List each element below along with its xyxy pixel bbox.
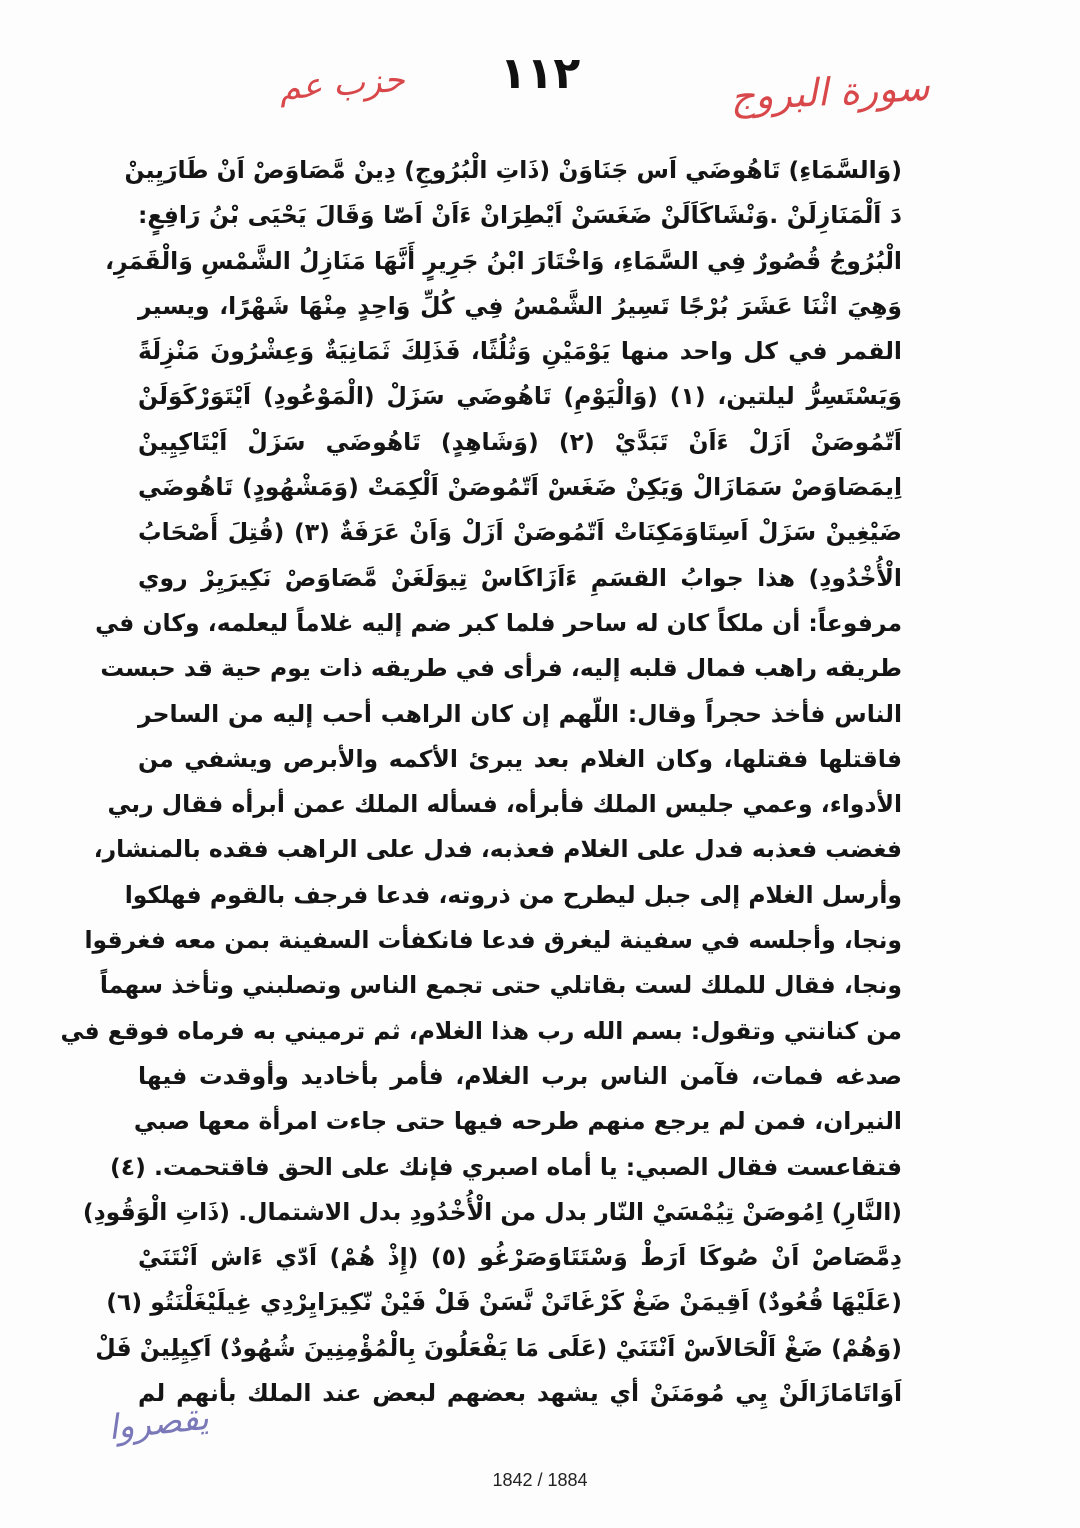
- text-line: وَهِيَ اثْنَا عَشَرَ بُرْجًا تَسِيرُ الشَّمْسُ فِي كُلِّ وَاحِدٍ مِنْهَا شَهْرًا، ويسير: [138, 291, 902, 320]
- text-line: اِيمَصَاوَصْ سَمَازَالْ وَيَكِنْ ضَغَسْ اَتّمُوصَنْ اَلْكِمَتْ (وَمَشْهُودٍ) تَاهُوضَي: [138, 473, 902, 502]
- text-line: (النَّارِ) اِمُوصَنْ تِيُمْسَيْ النّار بدل من الْأُخْدُودِ بدل الاشتمال. (ذَاتِ الْوَقُودِ): [82, 1197, 902, 1226]
- text-line: الناس فأخذ حجراً وقال: اللّهم إن كان الراهب أحب إليه من الساحر: [138, 699, 902, 728]
- text-line: دِمَّصَاصْ اَنْ صُوكَا اَرَطْ وَسْتَتَاوَصَرْغُو (٥) (إِذْ هُمْ) اَدّي ءَاش اَنْتَنَيْ: [138, 1243, 902, 1272]
- text-line: فتقاعست فقال الصبي: يا أماه اصبري فإنك على الحق فاقتحمت. (٤): [109, 1152, 902, 1181]
- text-line: من كنانتي وتقول: بسم الله رب هذا الغلام، ثم ترميني به فرماه فوقع في: [60, 1016, 902, 1045]
- text-line: (عَلَيْهَا قُعُودٌ) اَقِيمَنْ ضَغْ كَرْغَاتَنْ نَّسَنْ فَلْ فَيْنْ نّكِيرَايِرْدِي غِيلَيْغَلْنَتُو (٦): [106, 1288, 902, 1317]
- text-line: طريقه راهب فمال قلبه إليه، فرأى في طريقه ذات يوم حية قد حبست: [100, 654, 902, 683]
- text-line: فغضب فعذبه فدل على الغلام فعذبه، فدل على الراهب فقده بالمنشار،: [93, 835, 902, 864]
- text-line: اَوَاتَامَازَالَنْ يِي مُومَنَنْ أي يشهد بعضهم لبعض عند الملك بأنهم لم: [138, 1379, 902, 1408]
- text-line: الْبُرُوجُ قُصُورٌ فِي السَّمَاءِ، وَاخْتَارَ ابْنُ جَرِيرٍ أَنَّهَا مَنَازِلُ الشَّمْسِ وَالْقَمَرِ،: [105, 246, 902, 275]
- text-line: وأرسل الغلام إلى جبل ليطرح من ذروته، فدعا فرجف بالقوم فهلكوا: [124, 880, 902, 909]
- page-indicator: 1842 / 1884: [492, 1470, 588, 1490]
- text-line: مرفوعاً: أن ملكاً كان له ساحر فلما كبر ضم إليه غلاماً ليعلمه، وكان في: [95, 608, 902, 637]
- text-line: الْأُخْدُودِ) هذا جوابُ القسَمِ ءَاَزَاكَاسْ تِيوَلَغَنْ مَّصَاوَصْ نَكِيرَيِرْ روي: [138, 563, 902, 592]
- handwritten-margin-note: يقصروا: [106, 1397, 211, 1449]
- handwritten-note-surah: سورة البروج: [729, 64, 931, 120]
- text-line: اَتّمُوصَنْ اَزَلْ ءَاَنْ تَبَدَّيْ (٢) (وَشَاهِدٍ) تَاهُوضَي سَزَلْ اَيْتَاكِيِينْ: [138, 427, 902, 456]
- text-line: الأدواء، وعمي جليس الملك فأبرأه، فسأله الملك عمن أبرأه فقال ربي: [107, 790, 902, 819]
- tafsir-body-text: [60, 148, 902, 1416]
- text-line: ضَيْغِينْ سَزَلْ اَسِتَاوَمَكِنَاتْ اَتّمُوصَنْ اَزَلْ وَاَنْ عَرَفَةٌ (٣) (قُتِلَ أَصْحَابُ: [138, 518, 902, 547]
- handwritten-note-hizb: حزب عم: [277, 59, 406, 109]
- text-line: (وَهُمْ) ضَغْ اَلْحَالاَسْ اَنْتَنَيْ (عَلَى مَا يَفْعَلُونَ بِالْمُؤْمِنِينَ شُهُودٌ) اَكِيِلِينْ فَلْ: [95, 1333, 902, 1362]
- text-line: ونجا، وأجلسه في سفينة ليغرق فدعا فانكفأت السفينة بمن معه فغرقوا: [84, 926, 902, 955]
- text-line: ونجا، فقال للملك لست بقاتلي حتى تجمع الناس وتصلبني وتأخذ سهماً: [99, 971, 902, 1000]
- text-line: دَ اَلْمَنَازِلَنْ .وَنْشَاكَاَلَنْ ضَغَسَنْ اَيْطِرَانْ ءَاَنْ اَصّا وَقَالَ يَحْيَى بْنُ رَافِعٍ:: [138, 201, 902, 230]
- text-line: القمر في كل واحد منها يَوْمَيْنِ وَثُلُثًا، فَذَلِكَ ثَمَانِيَةٌ وَعِشْرُونَ مَنْزِلَةً: [138, 337, 902, 366]
- text-line: وَيَسْتَسِرُّ ليلتين، (١) (وَالْيَوْمِ) تَاهُوضَي سَزَلْ (الْمَوْعُودِ) اَيْتَوَرْكَوَلَنْ: [138, 382, 902, 411]
- text-line: فاقتلها فقتلها، وكان الغلام بعد يبرئ الأكمه والأبرص ويشفي من: [138, 744, 902, 773]
- text-line: النيران، فمن لم يرجع منهم طرحه فيها حتى جاءت امرأة معها صبي: [133, 1107, 902, 1136]
- page-number: ١١٢: [499, 48, 581, 99]
- text-line: صدغه فمات، فآمن الناس برب الغلام، فأمر بأخاديد وأوقدت فيها: [138, 1061, 902, 1090]
- text-line: (وَالسَّمَاءِ) تَاهُوضَي اَس جَنَاوَنْ (ذَاتِ الْبُرُوجِ) دِينْ مَّصَاوَصْ اَنْ طَارَيِينْ: [124, 156, 902, 184]
